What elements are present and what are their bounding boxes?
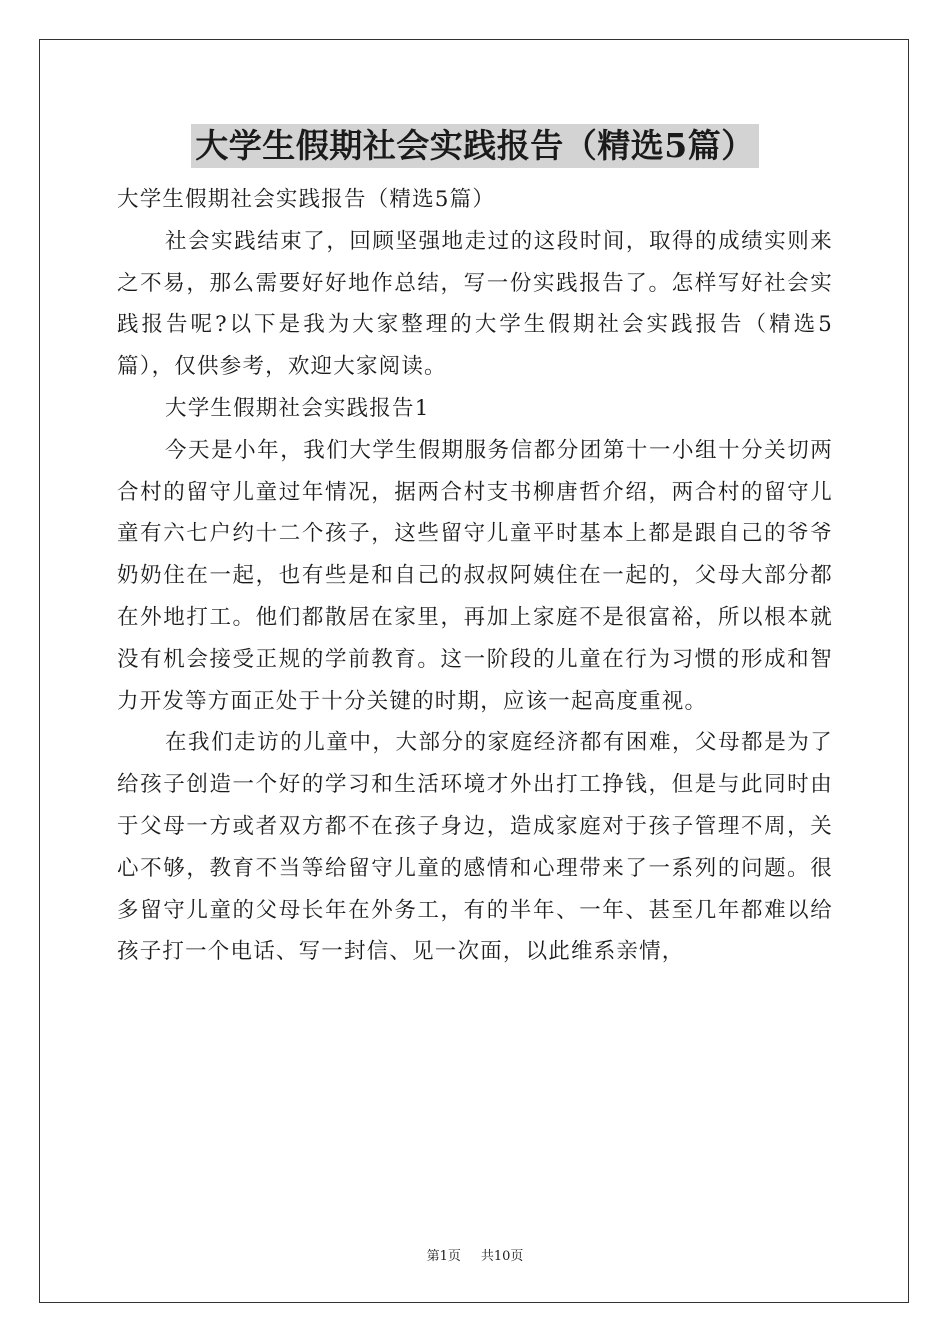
page-number: 第1页 — [426, 1249, 461, 1264]
document-body — [117, 179, 833, 973]
body-paragraph: 在我们走访的儿童中，大部分的家庭经济都有困难，父母都是为了给孩子创造一个好的学习和生活环境才外出打工挣钱，但是与此同时由于父母一方或者双方都不在孩子身边，造成家庭对于孩子管理不周，关心不够，教育不当等给留守儿童的感情和心理带来了一系列的问题。很多留守儿童的父母长年在外务工，有的半年、一年、甚至几年都难以给孩子打一个电话、写一封信、见一次面，以此维系亲情， — [117, 730, 833, 965]
page-footer — [0, 1248, 950, 1266]
intro-paragraph: 社会实践结束了，回顾坚强地走过的这段时间，取得的成绩实则来之不易，那么需要好好地作总结，写一份实践报告了。怎样写好社会实践报告呢?以下是我为大家整理的大学生假期社会实践报告（精选5篇），仅供参考，欢迎大家阅读。 — [117, 228, 833, 380]
document-title: 大学生假期社会实践报告（精选5篇） — [191, 124, 758, 168]
title-container — [0, 124, 950, 168]
section-heading: 大学生假期社会实践报告1 — [165, 395, 430, 421]
body-paragraph: 今天是小年，我们大学生假期服务信都分团第十一小组十分关切两合村的留守儿童过年情况，据两合村支书柳唐哲介绍，两合村的留守儿童有六七户约十二个孩子，这些留守儿童平时基本上都是跟自己的爷爷奶奶住在一起，也有些是和自己的叔叔阿姨住在一起的，父母大部分都在外地打工。他们都散居在家里，再加上家庭不是很富裕，所以根本就没有机会接受正规的学前教育。这一阶段的儿童在行为习惯的形成和智力开发等方面正处于十分关键的时期，应该一起高度重视。 — [117, 437, 833, 714]
page-total: 共10页 — [480, 1249, 524, 1264]
document-subtitle: 大学生假期社会实践报告（精选5篇） — [117, 187, 496, 212]
